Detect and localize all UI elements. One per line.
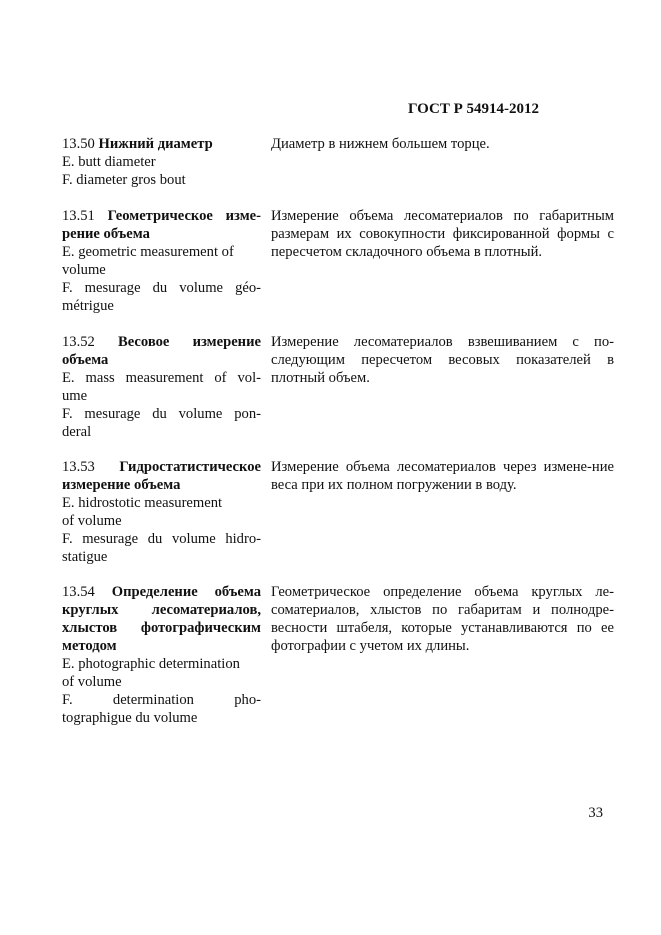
term-definition: Диаметр в нижнем большем торце. <box>271 136 490 152</box>
page-number: 33 <box>588 805 603 821</box>
document-id: ГОСТ Р 54914-2012 <box>407 101 539 117</box>
term-title: измерение объема <box>62 477 181 493</box>
term-heading <box>62 583 261 601</box>
term-title: рение объема <box>62 226 150 242</box>
term-number: 13.50 <box>62 136 95 152</box>
term-number: 13.54 <box>62 584 95 600</box>
term-block <box>62 333 261 441</box>
term-english: volume <box>62 262 106 278</box>
term-french: F. determination pho- <box>62 692 261 708</box>
term-french: métrigue <box>62 298 114 314</box>
term-french: F. mesurage du volume pon- <box>62 406 261 422</box>
term-block <box>62 458 261 566</box>
term-title: методом <box>62 638 117 654</box>
term-english: of volume <box>62 513 122 529</box>
term-title: круглых лесоматериалов, <box>62 602 261 618</box>
term-french: statigue <box>62 549 108 565</box>
term-french: F. diameter gros bout <box>62 172 186 188</box>
term-block <box>62 583 261 727</box>
term-title: хлыстов фотографическим <box>62 620 261 636</box>
term-french: deral <box>62 424 92 440</box>
term-definition: Геометрическое определение объема круглых ле-соматериалов, хлыстов по габаритам и полнодре-весности штабеля, которые устанавливаются по ее фотографии с учетом их длины. <box>271 584 614 654</box>
term-title: Нижний диаметр <box>98 136 213 152</box>
term-english: ume <box>62 388 88 404</box>
term-number: 13.53 <box>62 459 95 475</box>
term-english: E. butt diameter <box>62 154 156 170</box>
term-heading <box>62 458 261 476</box>
term-english: E. mass measurement of vol- <box>62 370 261 386</box>
term-heading <box>62 135 261 153</box>
term-title: Определение объема <box>111 584 261 600</box>
term-definition: Измерение объема лесоматериалов через измене-ние веса при их полном погружении в воду. <box>271 459 614 493</box>
term-french: F. mesurage du volume hidro- <box>62 531 261 547</box>
term-title: Весовое измерение <box>118 334 261 350</box>
term-block <box>62 207 261 315</box>
term-title: Геометрическое изме- <box>107 208 261 224</box>
term-title: Гидростатистическое <box>119 459 261 475</box>
term-english: E. hidrostotic measurement <box>62 495 223 511</box>
term-number: 13.51 <box>62 208 95 224</box>
term-definition: Измерение объема лесоматериалов по габаритным размерам их совокупности фиксированной формы с пересчетом складочного объема в плотный. <box>271 208 614 260</box>
term-english: of volume <box>62 674 122 690</box>
term-number: 13.52 <box>62 334 95 350</box>
term-french: F. mesurage du volume géo- <box>62 280 261 296</box>
term-heading <box>62 207 261 225</box>
term-definition: Измерение лесоматериалов взвешиванием с по-следующим пересчетом весовых показателей в плотный объем. <box>271 334 614 386</box>
term-french: tographigue du volume <box>62 710 198 726</box>
term-english: E. photographic determination <box>62 656 240 672</box>
term-block <box>62 135 261 189</box>
term-title: объема <box>62 352 109 368</box>
term-english: E. geometric measurement of <box>62 244 234 260</box>
term-heading <box>62 333 261 351</box>
